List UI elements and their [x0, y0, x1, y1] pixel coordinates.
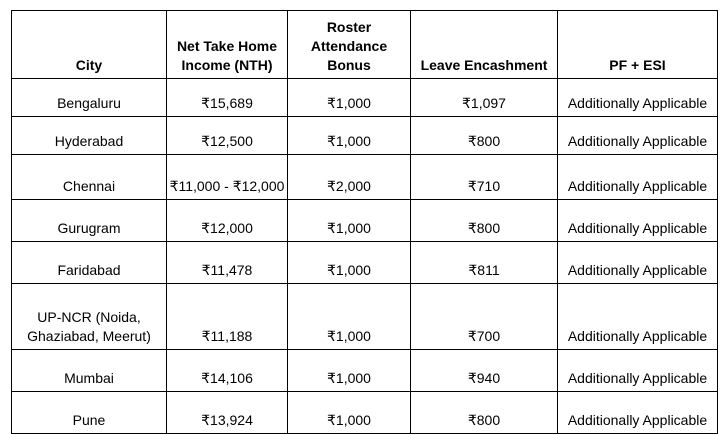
- cell-city: Bengaluru: [12, 79, 167, 117]
- cell-nth: ₹11,478: [167, 242, 288, 284]
- cell-leave: ₹800: [411, 392, 558, 434]
- table-row: [12, 284, 718, 350]
- cell-leave: ₹800: [411, 200, 558, 242]
- header-city: City: [12, 11, 167, 79]
- cell-pf-esi: Additionally Applicable: [558, 284, 718, 350]
- cell-bonus: ₹1,000: [288, 79, 411, 117]
- table-row: [12, 242, 718, 284]
- cell-leave: ₹710: [411, 155, 558, 200]
- cell-nth: ₹12,000: [167, 200, 288, 242]
- cell-pf-esi: Additionally Applicable: [558, 200, 718, 242]
- cell-leave: ₹700: [411, 284, 558, 350]
- cell-nth: ₹11,000 - ₹12,000: [167, 155, 288, 200]
- table-row: [12, 155, 718, 200]
- cell-pf-esi: Additionally Applicable: [558, 242, 718, 284]
- cell-pf-esi: Additionally Applicable: [558, 392, 718, 434]
- cell-nth: ₹12,500: [167, 117, 288, 155]
- cell-city: UP-NCR (Noida, Ghaziabad, Meerut): [12, 284, 167, 350]
- cell-city: Faridabad: [12, 242, 167, 284]
- cell-pf-esi: Additionally Applicable: [558, 350, 718, 392]
- salary-table-container: [11, 10, 718, 434]
- header-pf-esi: PF + ESI: [558, 11, 718, 79]
- cell-pf-esi: Additionally Applicable: [558, 155, 718, 200]
- cell-bonus: ₹1,000: [288, 242, 411, 284]
- cell-leave: ₹800: [411, 117, 558, 155]
- cell-city: Gurugram: [12, 200, 167, 242]
- cell-bonus: ₹1,000: [288, 200, 411, 242]
- cell-leave: ₹940: [411, 350, 558, 392]
- cell-nth: ₹14,106: [167, 350, 288, 392]
- cell-bonus: ₹1,000: [288, 284, 411, 350]
- cell-pf-esi: Additionally Applicable: [558, 117, 718, 155]
- table-row: [12, 392, 718, 434]
- salary-table: [11, 10, 718, 434]
- header-roster-bonus: Roster Attendance Bonus: [288, 11, 411, 79]
- cell-bonus: ₹1,000: [288, 350, 411, 392]
- cell-city: Pune: [12, 392, 167, 434]
- cell-pf-esi: Additionally Applicable: [558, 79, 718, 117]
- header-leave-encashment: Leave Encashment: [411, 11, 558, 79]
- cell-city: Mumbai: [12, 350, 167, 392]
- cell-leave: ₹1,097: [411, 79, 558, 117]
- cell-bonus: ₹2,000: [288, 155, 411, 200]
- table-row: [12, 79, 718, 117]
- table-row: [12, 117, 718, 155]
- cell-bonus: ₹1,000: [288, 117, 411, 155]
- cell-city: Hyderabad: [12, 117, 167, 155]
- cell-bonus: ₹1,000: [288, 392, 411, 434]
- header-net-take-home: Net Take Home Income (NTH): [167, 11, 288, 79]
- cell-nth: ₹13,924: [167, 392, 288, 434]
- cell-leave: ₹811: [411, 242, 558, 284]
- cell-nth: ₹15,689: [167, 79, 288, 117]
- cell-nth: ₹11,188: [167, 284, 288, 350]
- table-row: [12, 350, 718, 392]
- table-row: [12, 200, 718, 242]
- table-header-row: [12, 11, 718, 79]
- cell-city: Chennai: [12, 155, 167, 200]
